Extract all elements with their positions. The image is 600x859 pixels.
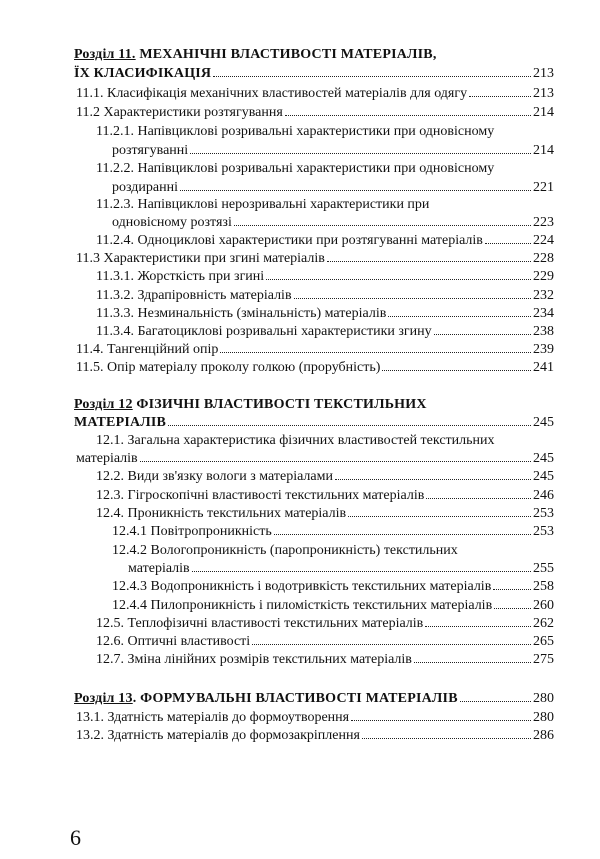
entry-text: 13.2. Здатність матеріалів до формозакріплення <box>76 728 360 743</box>
toc-entry-12-5 <box>96 615 554 633</box>
entry-text: 11.3.2. Здрапіровність матеріалів <box>96 288 292 303</box>
leader-dots <box>493 589 531 590</box>
section-13-heading <box>74 690 554 708</box>
section-11-heading-line2 <box>74 65 554 83</box>
toc-entry-11-2 <box>76 104 554 122</box>
toc-entry-12-4-2-line1 <box>112 542 554 560</box>
entry-text: 11.3 Характеристики при згині матеріалів <box>76 251 325 266</box>
leader-dots <box>327 261 531 262</box>
entry-page: 214 <box>533 143 554 158</box>
section-13-label: Розділ 13 <box>74 691 133 706</box>
entry-text: 11.5. Опір матеріалу проколу голкою (прорубність) <box>76 360 381 375</box>
leader-dots <box>414 662 531 663</box>
toc-entry-11-4 <box>76 341 554 359</box>
entry-text: 11.2.4. Одноциклові характеристики при розтягуванні матеріалів <box>96 233 483 248</box>
toc-entry-11-2-2-line1 <box>96 160 554 178</box>
leader-dots <box>140 461 531 462</box>
leader-dots <box>425 626 531 627</box>
entry-page: 221 <box>533 180 554 195</box>
entry-page: 253 <box>533 524 554 539</box>
entry-page: 241 <box>533 360 554 375</box>
toc-entry-11-2-3-line1 <box>96 196 554 214</box>
toc-entry-11-2-1-line1 <box>96 123 554 141</box>
toc-entry-12-2 <box>96 468 554 486</box>
entry-text: розтягуванні <box>112 143 189 158</box>
toc-entry-12-4 <box>96 505 554 523</box>
entry-text: 13.1. Здатність матеріалів до формоутворення <box>76 710 350 725</box>
leader-dots <box>266 279 531 280</box>
entry-page: 246 <box>533 488 554 503</box>
entry-text: 12.4.1 Повітропроникність <box>112 524 272 539</box>
toc-entry-11-5 <box>76 359 554 377</box>
toc-entry-12-1-line1 <box>96 432 554 450</box>
entry-text: одновісному розтязі <box>112 215 232 230</box>
entry-text: 12.1. Загальна характеристика фізичних властивостей текстильних <box>96 433 495 448</box>
toc-entry-12-7 <box>96 651 554 669</box>
section-12-page: 245 <box>533 415 554 430</box>
entry-page: 213 <box>533 86 554 101</box>
leader-dots <box>426 498 531 499</box>
entry-page: 229 <box>533 269 554 284</box>
entry-page: 238 <box>533 324 554 339</box>
entry-text: 11.2.1. Напівциклові розривальні характеристики при одновісному <box>96 124 495 139</box>
entry-page: 232 <box>533 288 554 303</box>
leader-dots <box>274 534 531 535</box>
entry-page: 265 <box>533 634 554 649</box>
toc-entry-11-2-1-line2 <box>112 142 554 160</box>
leader-dots <box>460 701 531 702</box>
entry-page: 223 <box>533 215 554 230</box>
leader-dots <box>252 644 531 645</box>
entry-text: 12.4.2 Вологопроникність (паропроникність) текстильних <box>112 543 458 558</box>
leader-dots <box>485 243 531 244</box>
toc-entry-11-3-3 <box>96 305 554 323</box>
section-12-heading-line1 <box>74 396 544 414</box>
toc-entry-12-4-2-line2 <box>128 560 554 578</box>
entry-page: 239 <box>533 342 554 357</box>
leader-dots <box>348 516 531 517</box>
entry-page: 286 <box>533 728 554 743</box>
leader-dots <box>180 190 531 191</box>
section-12-title-line2: МАТЕРІАЛІВ <box>74 415 167 430</box>
leader-dots <box>494 608 531 609</box>
entry-page: 262 <box>533 616 554 631</box>
section-12-title-line1: ФІЗИЧНІ ВЛАСТИВОСТІ ТЕКСТИЛЬНИХ <box>132 397 427 412</box>
toc-entry-13-1 <box>76 709 554 727</box>
entry-text: 11.2.2. Напівциклові розривальні характеристики при одновісному <box>96 161 495 176</box>
entry-text: 12.7. Зміна лінійних розмірів текстильних матеріалів <box>96 652 412 667</box>
entry-text: 12.5. Теплофізичні властивості текстильних матеріалів <box>96 616 424 631</box>
entry-text: 12.6. Оптичні властивості <box>96 634 251 649</box>
toc-entry-12-6 <box>96 633 554 651</box>
toc-entry-11-3-2 <box>96 287 554 305</box>
entry-text: 11.2 Характеристики розтягування <box>76 105 283 120</box>
leader-dots <box>362 738 531 739</box>
section-11-page: 213 <box>533 66 554 81</box>
entry-page: 234 <box>533 306 554 321</box>
entry-page: 245 <box>533 451 554 466</box>
section-11-label: Розділ 11. <box>74 47 136 62</box>
toc-entry-11-2-4 <box>96 232 554 250</box>
entry-text: матеріалів <box>76 451 138 466</box>
leader-dots <box>351 720 531 721</box>
entry-page: 275 <box>533 652 554 667</box>
entry-page: 260 <box>533 598 554 613</box>
entry-page: 280 <box>533 710 554 725</box>
entry-page: 255 <box>533 561 554 576</box>
entry-text: 11.2.3. Напівциклові нерозривальні характеристики при <box>96 197 430 212</box>
toc-entry-12-1-line2 <box>76 450 554 468</box>
toc-entry-12-4-3 <box>112 578 554 596</box>
leader-dots <box>168 425 531 426</box>
leader-dots <box>213 76 531 77</box>
toc-entry-11-2-2-line2 <box>112 179 554 197</box>
entry-page: 214 <box>533 105 554 120</box>
leader-dots <box>335 479 531 480</box>
entry-text: 11.3.4. Багатоциклові розривальні характеристики згину <box>96 324 432 339</box>
entry-text: 12.4.4 Пилопроникність і пиломісткість текстильних матеріалів <box>112 598 493 613</box>
entry-text: 11.3.1. Жорсткість при згині <box>96 269 265 284</box>
entry-text: 11.3.3. Незминальність (змінальність) матеріалів <box>96 306 387 321</box>
entry-page: 253 <box>533 506 554 521</box>
section-13-title: . ФОРМУВАЛЬНІ ВЛАСТИВОСТІ МАТЕРІАЛІВ <box>132 691 458 706</box>
leader-dots <box>192 571 531 572</box>
toc-entry-11-1 <box>76 85 554 103</box>
section-12-label: Розділ 12 <box>74 397 133 412</box>
entry-text: 11.4. Тангенційний опір <box>76 342 219 357</box>
section-11-title-line2: ЇХ КЛАСИФІКАЦІЯ <box>74 66 212 81</box>
toc-entry-11-3-4 <box>96 323 554 341</box>
entry-page: 258 <box>533 579 554 594</box>
entry-text: 11.1. Класифікація механічних властивостей матеріалів для одягу <box>76 86 468 101</box>
leader-dots <box>469 96 531 97</box>
leader-dots <box>388 316 531 317</box>
section-11-heading-line1 <box>74 46 544 64</box>
leader-dots <box>285 115 531 116</box>
leader-dots <box>382 370 531 371</box>
section-11-title-line1: МЕХАНІЧНІ ВЛАСТИВОСТІ МАТЕРІАЛІВ, <box>135 47 437 62</box>
toc-entry-11-3 <box>76 250 554 268</box>
leader-dots <box>190 153 531 154</box>
entry-text: 12.3. Гігроскопічні властивості текстильних матеріалів <box>96 488 425 503</box>
entry-text: 12.4. Проникність текстильних матеріалів <box>96 506 347 521</box>
leader-dots <box>294 298 531 299</box>
entry-page: 228 <box>533 251 554 266</box>
page-number: 6 <box>70 825 81 850</box>
toc-entry-12-4-4 <box>112 597 554 615</box>
entry-text: 12.4.3 Водопроникність і водотривкість текстильних матеріалів <box>112 579 492 594</box>
toc-entry-12-3 <box>96 487 554 505</box>
entry-text: роздиранні <box>112 180 178 195</box>
toc-entry-12-4-1 <box>112 523 554 541</box>
leader-dots <box>234 225 531 226</box>
entry-page: 224 <box>533 233 554 248</box>
entry-text: 12.2. Види зв'язку вологи з матеріалами <box>96 469 333 484</box>
section-12-heading-line2 <box>74 414 554 432</box>
leader-dots <box>434 334 531 335</box>
entry-page: 245 <box>533 469 554 484</box>
toc-entry-13-2 <box>76 727 554 745</box>
section-13-page: 280 <box>533 691 554 706</box>
toc-entry-11-3-1 <box>96 268 554 286</box>
entry-text: матеріалів <box>128 561 190 576</box>
leader-dots <box>220 352 531 353</box>
toc-entry-11-2-3-line2 <box>112 214 554 232</box>
